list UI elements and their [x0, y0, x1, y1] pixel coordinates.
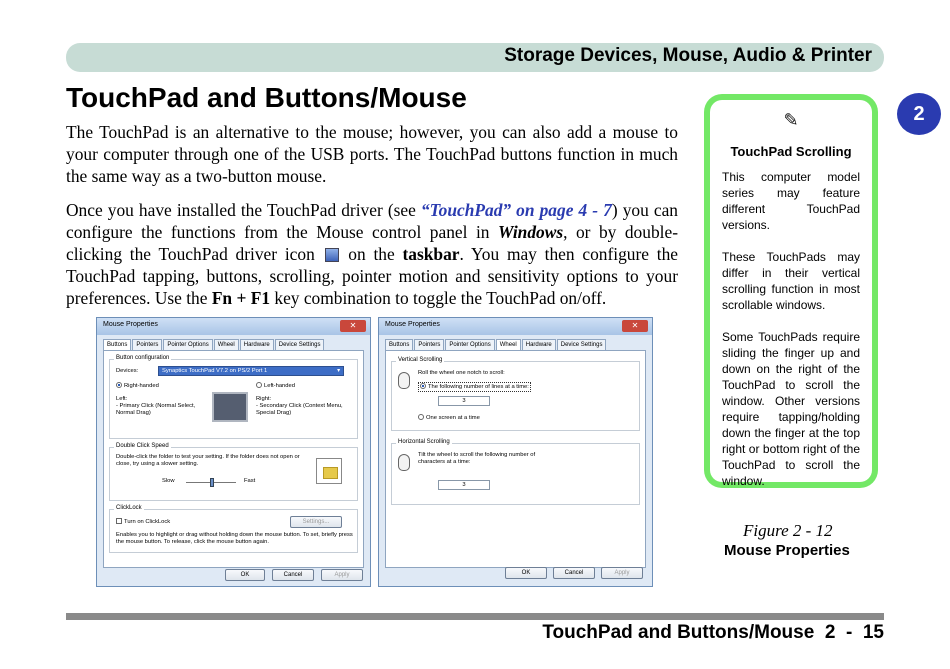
- spinner-value: 3: [462, 482, 466, 488]
- figure-number: Figure 2 - 12: [743, 521, 833, 540]
- chevron-down-icon: ▾: [337, 368, 340, 374]
- vertical-scrolling-group: [391, 357, 640, 431]
- left-handed-radio[interactable]: [256, 382, 295, 390]
- header-bar: [66, 43, 884, 72]
- tab-buttons[interactable]: Buttons: [385, 339, 413, 350]
- section-heading: TouchPad and Buttons/Mouse: [66, 82, 467, 113]
- chars-spinner[interactable]: [438, 480, 490, 490]
- text-run: on the: [340, 244, 403, 264]
- slow-label: Slow: [162, 478, 175, 484]
- dialog-title: Mouse Properties: [103, 321, 158, 328]
- apply-button[interactable]: Apply: [321, 569, 363, 581]
- tab-wheel[interactable]: Wheel: [496, 339, 521, 350]
- group-label: Vertical Scrolling: [398, 357, 443, 363]
- mouse-properties-dialog-buttons: [96, 317, 371, 587]
- tab-device-settings[interactable]: Device Settings: [275, 339, 325, 350]
- sidenote-paragraph: These TouchPads may differ in their vertical scrolling function in most scrollable windows.: [722, 250, 860, 312]
- sidenote-title: TouchPad Scrolling: [730, 144, 852, 159]
- screen-radio[interactable]: [418, 414, 480, 422]
- tab-device-settings[interactable]: Device Settings: [557, 339, 607, 350]
- tab-hardware[interactable]: Hardware: [522, 339, 556, 350]
- dialog-title: Mouse Properties: [385, 321, 440, 328]
- dialog-titlebar: [379, 318, 652, 335]
- right-handed-radio[interactable]: [116, 382, 159, 390]
- ok-button[interactable]: OK: [225, 569, 265, 581]
- roll-text: Roll the wheel one notch to scroll:: [418, 370, 505, 376]
- clicklock-desc: Enables you to highlight or drag without holding down the mouse button. To set, briefly press the mouse button. To release, click the mouse button again.: [116, 532, 353, 545]
- spinner-value: 3: [462, 398, 466, 404]
- close-icon[interactable]: ✕: [340, 320, 366, 332]
- text-run: key combination to toggle the TouchPad on/off.: [270, 288, 607, 308]
- tab-pointers[interactable]: Pointers: [414, 339, 444, 350]
- close-icon[interactable]: ✕: [622, 320, 648, 332]
- radio-label: The following number of lines at a time:: [428, 384, 529, 390]
- text-run: , or by double-clicking the TouchPad driver icon: [66, 222, 678, 264]
- sidenote-paragraph: Some TouchPads require sliding the finger up and down on the right of the TouchPad to scroll the window. Other versions require tapping/holding down the finger at the top right or bottom right of the TouchPad to scroll the window.: [722, 330, 860, 488]
- radio-label: Left-handed: [264, 383, 295, 389]
- footer-rule: [66, 613, 884, 620]
- cancel-button[interactable]: Cancel: [553, 567, 595, 579]
- ok-button[interactable]: OK: [505, 567, 547, 579]
- tab-hardware[interactable]: Hardware: [240, 339, 274, 350]
- taskbar-term: taskbar: [402, 244, 460, 264]
- radio-on: [420, 383, 426, 389]
- group-label: Button configuration: [116, 355, 170, 361]
- checkbox: [116, 518, 122, 524]
- button-config-group: [109, 355, 358, 439]
- tilt-text: Tilt the wheel to scroll the following number of characters at a time:: [418, 452, 536, 465]
- mouse-tilt-icon: [398, 454, 410, 471]
- lines-radio[interactable]: [418, 382, 531, 392]
- figure-title: Mouse Properties: [724, 542, 850, 559]
- text-run: . You may then configure the TouchPad tapping, buttons, scrolling, pointer motion and sensitivity options to your preferences. Use the: [66, 244, 678, 308]
- speed-slider-thumb[interactable]: [210, 478, 214, 487]
- tab-strip: [97, 335, 370, 350]
- mouse-wheel-icon: [398, 372, 410, 389]
- right-button-desc: Right: - Secondary Click (Context Menu, Special Drag): [256, 396, 343, 416]
- clicklock-checkbox[interactable]: [116, 518, 170, 526]
- double-click-group: [109, 443, 358, 501]
- double-click-desc: Double-click the folder to test your setting. If the folder does not open or close, try using a slower setting.: [116, 454, 300, 467]
- pencil-icon: ✎: [783, 110, 799, 130]
- fast-label: Fast: [244, 478, 256, 484]
- running-header: Storage Devices, Mouse, Audio & Printer: [504, 45, 872, 66]
- page-footer: TouchPad and Buttons/Mouse 2 - 15: [542, 622, 884, 643]
- folder-icon[interactable]: [316, 458, 342, 484]
- windows-term: Windows: [498, 222, 564, 242]
- clicklock-group: [109, 505, 358, 553]
- sidenote-content: [710, 100, 872, 488]
- radio-off: [418, 414, 424, 420]
- text-run: Once you have installed the TouchPad driver (see: [66, 200, 421, 220]
- tab-buttons[interactable]: Buttons: [103, 339, 131, 350]
- radio-off: [256, 382, 262, 388]
- radio-label: One screen at a time: [426, 415, 480, 421]
- dialog-titlebar: [97, 318, 370, 335]
- sidenote-paragraph: This computer model series may feature different TouchPad versions.: [722, 170, 860, 232]
- settings-button[interactable]: Settings...: [290, 516, 342, 528]
- sidenote-box: [704, 94, 878, 488]
- tab-pointer-options[interactable]: Pointer Options: [445, 339, 494, 350]
- group-label: Horizontal Scrolling: [398, 439, 450, 445]
- left-button-desc: Left: - Primary Click (Normal Select, Normal Drag): [116, 396, 196, 416]
- touchpad-driver-icon: [325, 248, 339, 262]
- touchpad-image: [212, 392, 248, 422]
- tab-pointer-options[interactable]: Pointer Options: [163, 339, 212, 350]
- devices-value: Synaptics TouchPad V7.2 on PS/2 Port 1: [162, 368, 268, 374]
- radio-on: [116, 382, 122, 388]
- text-run: ) you can configure the functions from the Mouse control panel in: [66, 200, 679, 242]
- paragraph-intro: The TouchPad is an alternative to the mouse; however, you can also add a mouse to your computer through one of the USB ports. The TouchPad buttons function in much the same way as a two-button mouse.: [66, 122, 678, 186]
- devices-select[interactable]: [158, 366, 344, 376]
- tab-panel: [385, 350, 646, 568]
- tab-pointers[interactable]: Pointers: [132, 339, 162, 350]
- mouse-properties-dialog-wheel: [378, 317, 653, 587]
- group-label: Double Click Speed: [116, 443, 169, 449]
- horizontal-scrolling-group: [391, 439, 640, 505]
- checkbox-label: Turn on ClickLock: [124, 519, 171, 525]
- apply-button[interactable]: Apply: [601, 567, 643, 579]
- devices-label: Devices:: [116, 368, 139, 374]
- tab-strip: [379, 335, 652, 350]
- tab-panel: [103, 350, 364, 568]
- group-label: ClickLock: [116, 505, 142, 511]
- chapter-tab: 2: [897, 93, 941, 135]
- page-link[interactable]: “TouchPad” on page 4 - 7: [420, 200, 612, 220]
- lines-spinner[interactable]: [438, 396, 490, 406]
- key-combo: Fn + F1: [211, 288, 271, 308]
- cancel-button[interactable]: Cancel: [272, 569, 314, 581]
- tab-wheel[interactable]: Wheel: [214, 339, 239, 350]
- radio-label: Right-handed: [124, 383, 159, 389]
- paragraph-driver: [66, 199, 678, 309]
